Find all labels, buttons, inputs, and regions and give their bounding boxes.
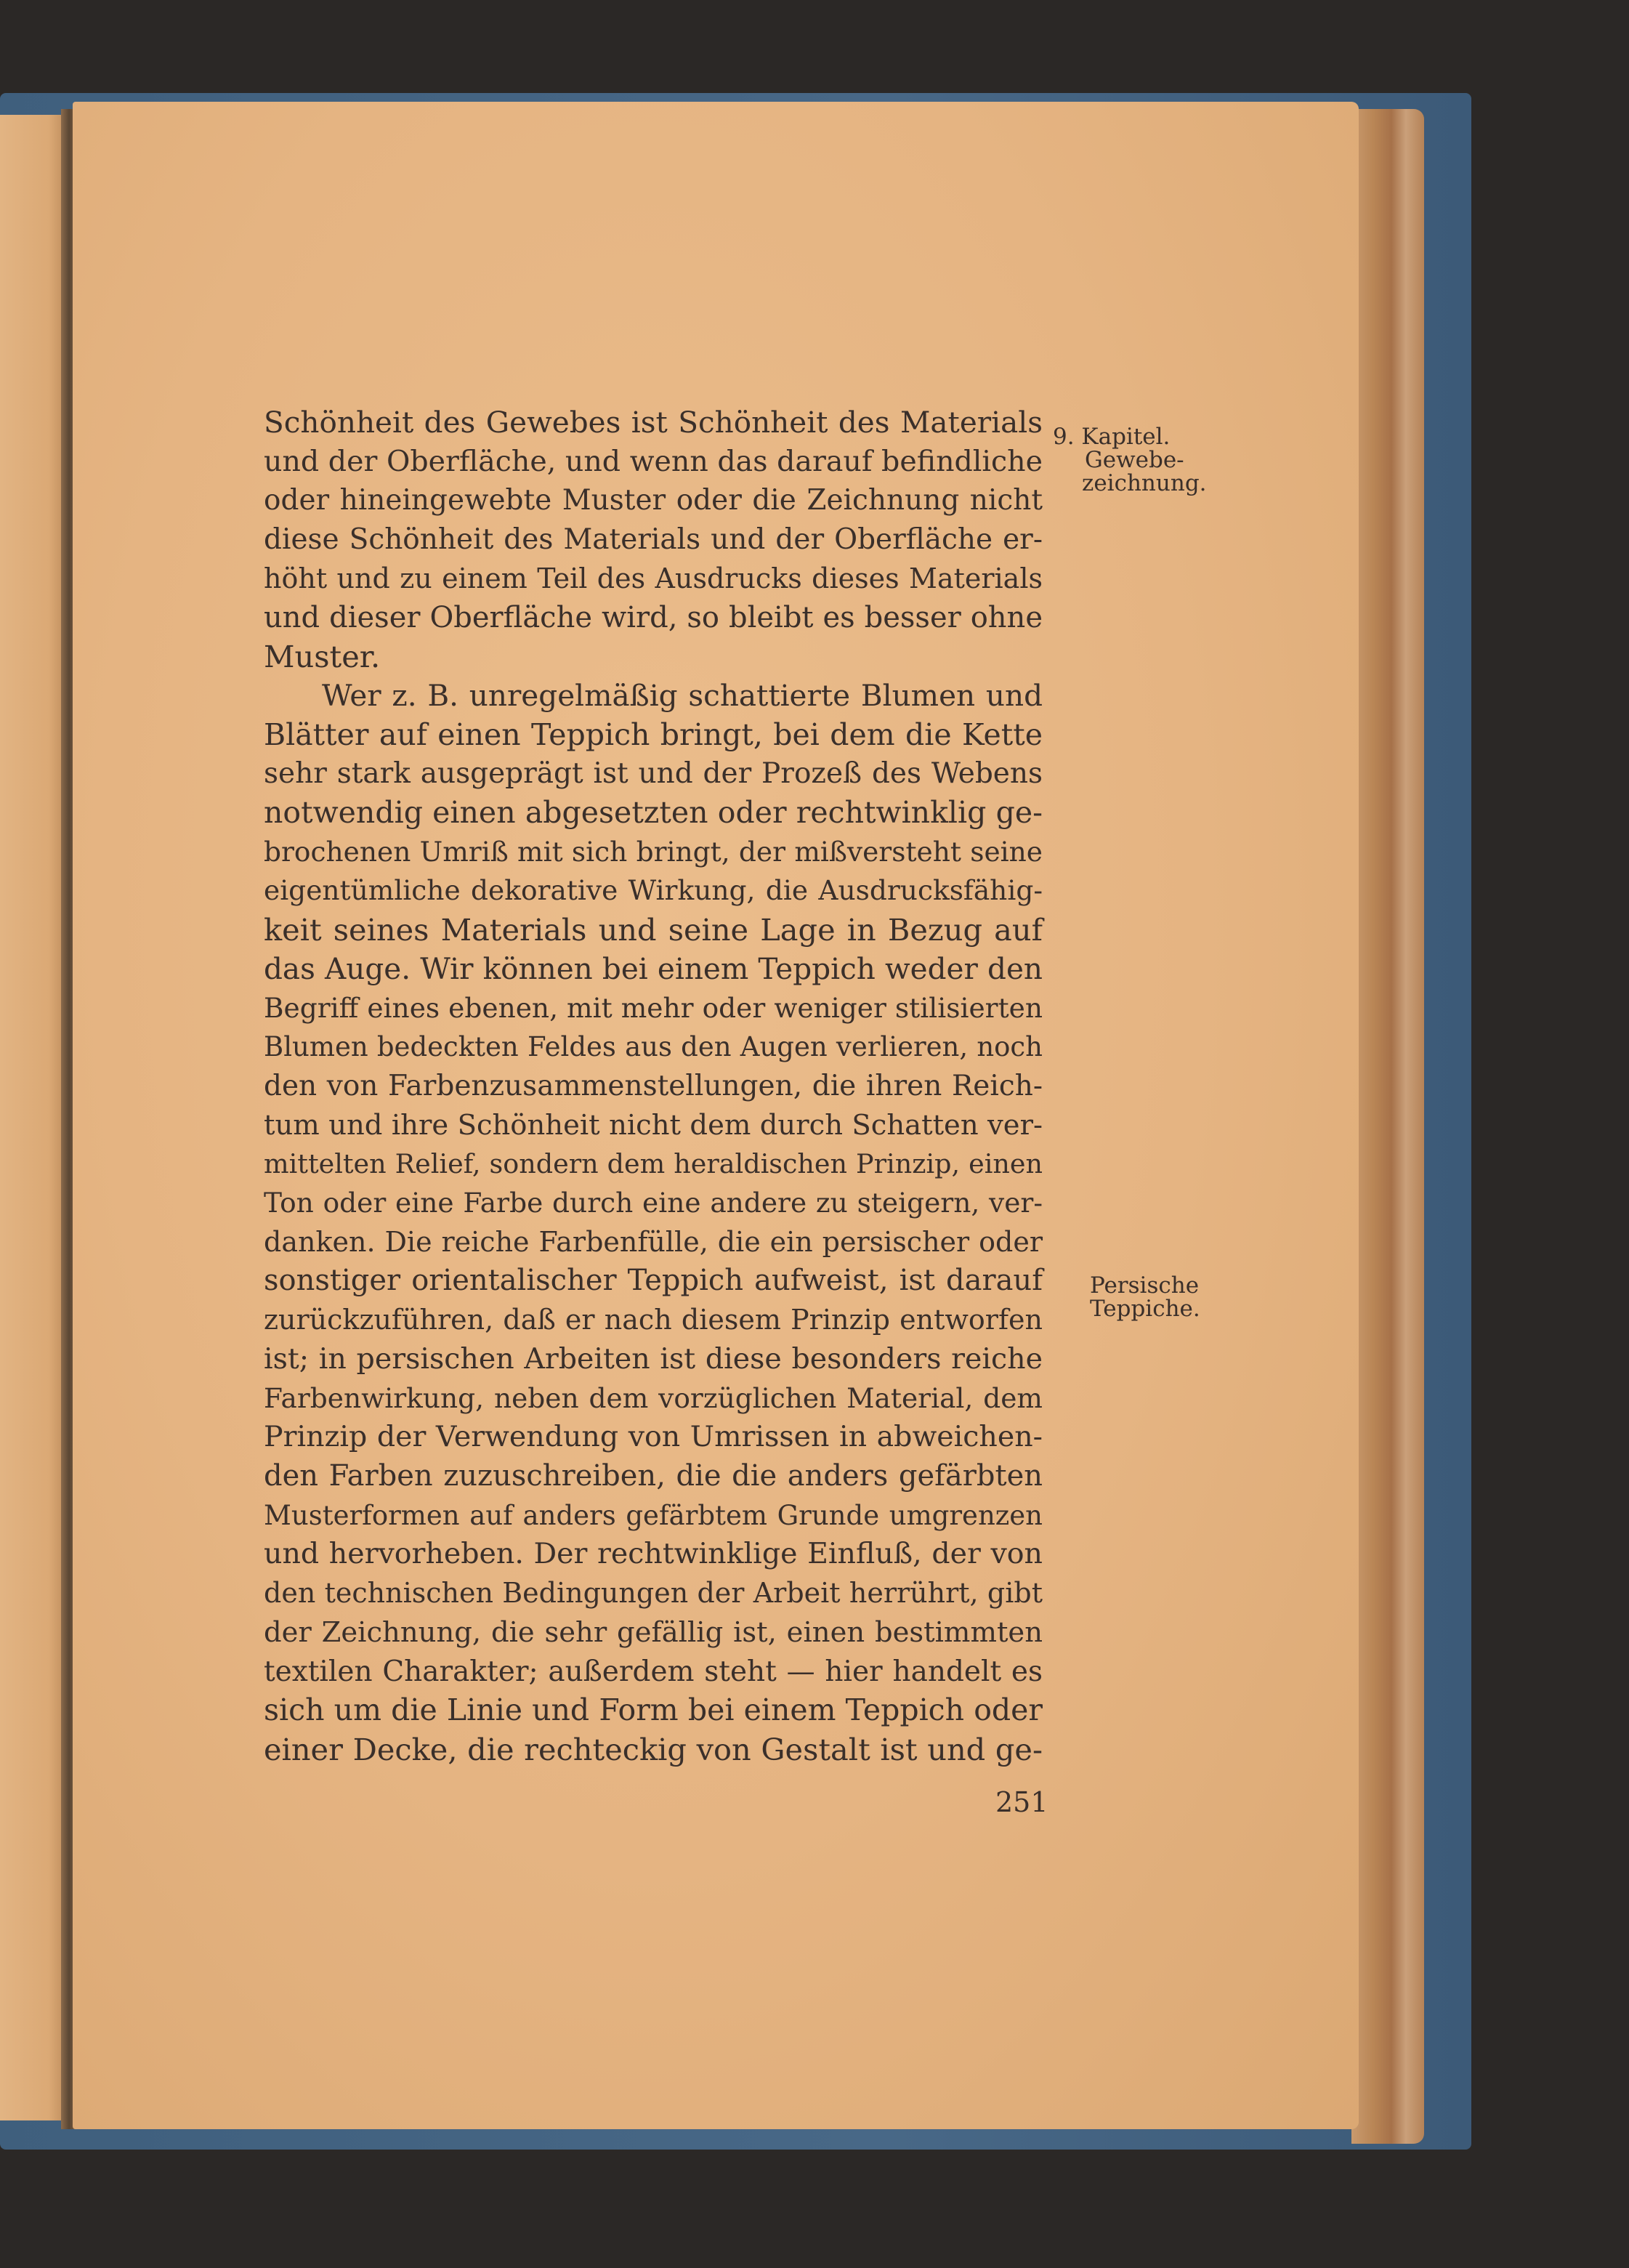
text-line: Muster.: [264, 639, 381, 675]
text-line: Begriff eines ebenen, mit mehr oder weniger stilisierten: [264, 991, 1043, 1024]
text-line: notwendig einen abgesetzten oder rechtwinklig ge-: [264, 795, 1043, 831]
text-line: den Farben zuzuschreiben, die die anders gefärbten: [264, 1458, 1043, 1493]
text-line: das Auge. Wir können bei einem Teppich weder den: [264, 951, 1043, 986]
text-line: Musterformen auf anders gefärbtem Grunde umgrenzen: [264, 1499, 1043, 1531]
body-text: [264, 403, 1043, 1769]
text-line: sonstiger orientalischer Teppich aufweist, ist darauf: [264, 1264, 1043, 1298]
text-line: den von Farbenzusammenstellungen, die ihren Reich-: [264, 1069, 1043, 1102]
margin-note-line: zeichnung.: [1082, 470, 1207, 496]
text-line: und dieser Oberfläche wird, so bleibt es besser ohne: [264, 600, 1043, 634]
text-line: Wer z. B. unregelmäßig schattierte Blumen und: [322, 677, 1043, 713]
text-line: tum und ihre Schönheit nicht dem durch Schatten ver-: [264, 1108, 1043, 1142]
page-edges: [1351, 109, 1424, 2144]
text-line: brochenen Umriß mit sich bringt, der mißversteht seine: [264, 835, 1043, 868]
text-line: und der Oberfläche, und wenn das darauf befindliche: [264, 444, 1043, 478]
text-line: sehr stark ausgeprägt ist und der Prozeß des Webens: [264, 757, 1043, 791]
text-line: danken. Die reiche Farbenfülle, die ein persischer oder: [264, 1225, 1043, 1258]
text-line: zurückzuführen, daß er nach diesem Prinzip entworfen: [264, 1304, 1043, 1336]
margin-note-persian-carpets: [1090, 1274, 1228, 1320]
text-line: der Zeichnung, die sehr gefällig ist, einen bestimmten: [264, 1615, 1043, 1649]
text-line: Farbenwirkung, neben dem vorzüglichen Material, dem: [264, 1381, 1043, 1414]
text-line: höht und zu einem Teil des Ausdrucks dieses Materials: [264, 562, 1043, 594]
page-number: 251: [995, 1786, 1048, 1818]
text-line: Schönheit des Gewebes ist Schönheit des Materials: [264, 405, 1043, 440]
text-line: diese Schönheit des Materials und der Oberfläche er-: [264, 523, 1043, 557]
text-line: mittelten Relief, sondern dem heraldischen Prinzip, einen: [264, 1148, 1043, 1180]
text-line: Prinzip der Verwendung von Umrissen in abweichen-: [264, 1420, 1043, 1454]
text-line: eigentümliche dekorative Wirkung, die Ausdrucksfähig-: [264, 874, 1043, 907]
text-line: textilen Charakter; außerdem steht — hier handelt es: [264, 1655, 1043, 1688]
text-line: keit seines Materials und seine Lage in Bezug auf: [264, 912, 1043, 948]
text-line: Blumen bedeckten Feldes aus den Augen verlieren, noch: [264, 1031, 1043, 1063]
margin-note-line: Teppiche.: [1090, 1296, 1200, 1322]
text-line: den technischen Bedingungen der Arbeit herrührt, gibt: [264, 1577, 1043, 1610]
left-page-edge: [0, 115, 70, 2120]
text-line: ist; in persischen Arbeiten ist diese besonders reiche: [264, 1341, 1043, 1376]
text-line: sich um die Linie und Form bei einem Teppich oder: [264, 1692, 1043, 1728]
text-line: und hervorheben. Der rechtwinklige Einfluß, der von: [264, 1537, 1043, 1571]
margin-note-line: 9. Kapitel.: [1053, 424, 1171, 450]
text-line: Blätter auf einen Teppich bringt, bei dem die Kette: [264, 717, 1043, 752]
margin-note-line: Gewebe-: [1085, 447, 1184, 473]
text-line: oder hineingewebte Muster oder die Zeichnung nicht: [264, 484, 1043, 517]
margin-note-chapter: [1053, 425, 1213, 495]
text-line: Ton oder eine Farbe durch eine andere zu steigern, ver-: [264, 1187, 1043, 1219]
text-line: einer Decke, die rechteckig von Gestalt ist und ge-: [264, 1731, 1043, 1767]
margin-note-line: Persische: [1090, 1272, 1200, 1299]
book-page: [73, 102, 1359, 2129]
